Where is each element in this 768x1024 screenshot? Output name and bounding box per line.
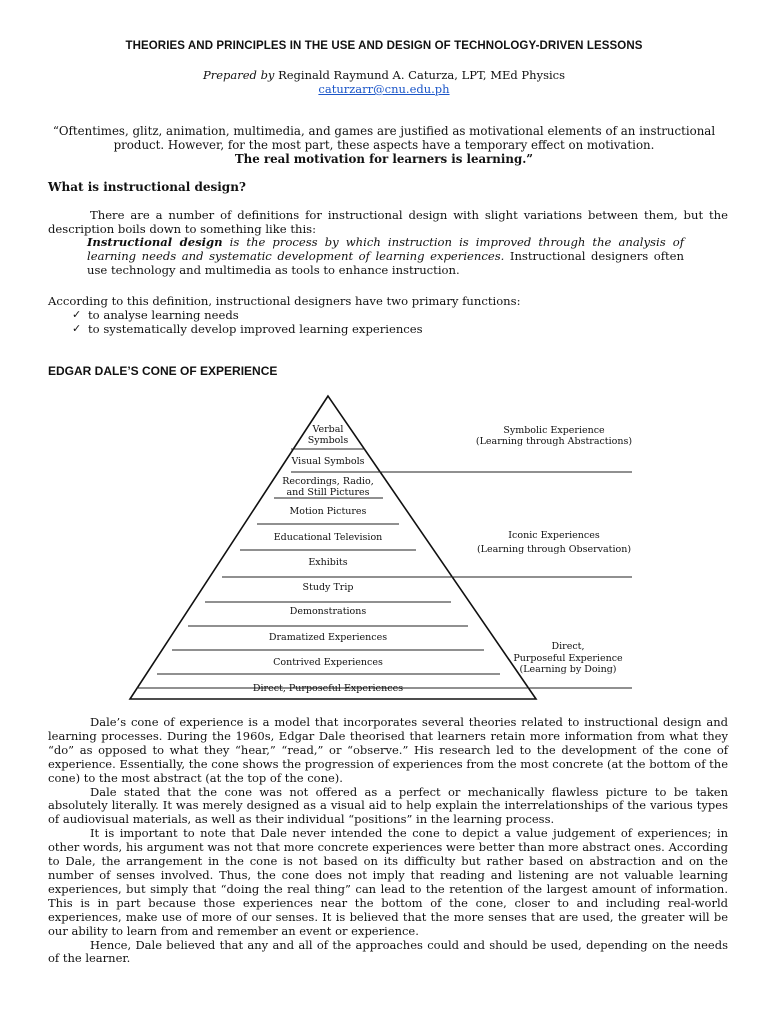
checkmark-icon: ✓ <box>72 308 82 321</box>
quote-line-2: product. However, for the most part, these aspects have a temporary effect on motivation. <box>113 138 655 152</box>
body-paragraph: It is important to note that Dale never intended the cone to depict a value judgement of experiences; in other words, his argument was not that more concrete experiences were better than more abstract ones. According to Dale, the arrangement in the cone is not based on its difficulty but rather based on abstraction and on the number of senses involved. Thus, the cone does not imply that reading and listening are not valuable learning experiences, but simply that “doing the real thing” can lead to the retention of the largest amount of information. This is in part because those experiences near the bottom of the cone, closer to and including real-world experiences, make use of more of our senses. It is believed that the more senses that are used, the greater will be our ability to learn from and remember an event or experience. <box>48 826 728 938</box>
cone-category-label: (Learning by Doing) <box>519 664 617 675</box>
cone-level-label: Contrived Experiences <box>273 657 383 668</box>
cone-level-label: Visual Symbols <box>291 456 365 467</box>
intro-paragraph <box>48 209 728 237</box>
cone-category-label: Direct, <box>551 641 585 652</box>
document-title: THEORIES AND PRINCIPLES IN THE USE AND DESIGN OF TECHNOLOGY-DRIVEN LESSONS <box>125 40 643 52</box>
intro-line-1: There are a number of definitions for instructional design with slight variations between them, but the <box>90 208 728 222</box>
cone-level-label: Direct, Purposeful Experiences <box>252 683 404 694</box>
cone-level-label: Motion Pictures <box>289 506 367 517</box>
body-text <box>48 716 728 966</box>
cone-level-label: Demonstrations <box>289 606 367 617</box>
cone-level-label: Recordings, Radio, <box>282 476 374 487</box>
intro-line-2: description boils down to something like this: <box>48 221 317 236</box>
body-paragraph: Dale’s cone of experience is a model that incorporates several theories related to instructional design and learning processes. During the 1960s, Edgar Dale theorised that learners retain more information from what they “do” as opposed to what they “hear,” “read,” or “observe.” His research led to the development of the cone of experience. Essentially, the cone shows the progression of experiences from the most concrete (at the bottom of the cone) to the most abstract (at the top of the cone). <box>48 715 728 785</box>
opening-quote <box>48 124 720 166</box>
section-heading-instructional-design: What is instructional design? <box>48 180 246 194</box>
cone-level-label: Verbal <box>312 424 344 435</box>
byline <box>0 68 768 82</box>
definition-block <box>87 236 684 277</box>
author-name: Reginald Raymund A. Caturza, LPT, MEd Physics <box>278 68 565 82</box>
body-paragraph: Hence, Dale believed that any and all of the approaches could and should be used, depending on the needs of the learner. <box>48 937 728 966</box>
cone-level-label: and Still Pictures <box>286 487 370 498</box>
section-heading-dale-cone: EDGAR DALE’S CONE OF EXPERIENCE <box>48 364 278 378</box>
cone-category-label: Iconic Experiences <box>508 530 600 541</box>
function-text: to analyse learning needs <box>88 308 239 322</box>
quote-line-1: “Oftentimes, glitz, animation, multimedia, and games are justified as motivational elements of an instructional <box>52 124 716 138</box>
cone-category-label: Purposeful Experience <box>513 653 623 664</box>
functions-intro: According to this definition, instructional designers have two primary functions: <box>48 294 521 308</box>
definition-term: Instructional design <box>87 235 223 249</box>
functions-list <box>48 308 521 336</box>
body-paragraph: Dale stated that the cone was not offered as a perfect or mechanically flawless picture to be taken absolutely literally. It was merely designed as a visual aid to help explain the interrelationships of the various types of audiovisual materials, as well as their individual “positions” in the learning process. <box>48 784 728 827</box>
author-email-link[interactable]: caturzarr@cnu.edu.ph <box>318 82 450 96</box>
cone-category-label: (Learning through Abstractions) <box>475 436 633 447</box>
function-text: to systematically develop improved learning experiences <box>88 322 423 336</box>
quote-line-3: The real motivation for learners is learning.” <box>234 152 534 166</box>
cone-level-label: Exhibits <box>308 557 348 568</box>
cone-level-label: Symbols <box>307 435 349 446</box>
cone-of-experience-diagram <box>120 388 660 704</box>
list-item <box>72 322 521 336</box>
functions-block <box>48 294 521 336</box>
prepared-by-label: Prepared by <box>202 68 275 82</box>
cone-category-label: (Learning through Observation) <box>476 544 632 555</box>
definition-italic-text: is the process by which instruction is improved through the analysis of learning needs and systematic development of learning experiences. <box>87 235 684 263</box>
cone-category-label: Symbolic Experience <box>503 425 605 436</box>
list-item <box>72 308 521 322</box>
cone-level-label: Study Trip <box>302 582 354 593</box>
checkmark-icon: ✓ <box>72 322 82 335</box>
cone-level-label: Dramatized Experiences <box>268 632 388 643</box>
cone-level-label: Educational Television <box>273 532 383 543</box>
definition-rest-text: Instructional designers often use technology and multimedia as tools to enhance instruction. <box>87 248 684 277</box>
